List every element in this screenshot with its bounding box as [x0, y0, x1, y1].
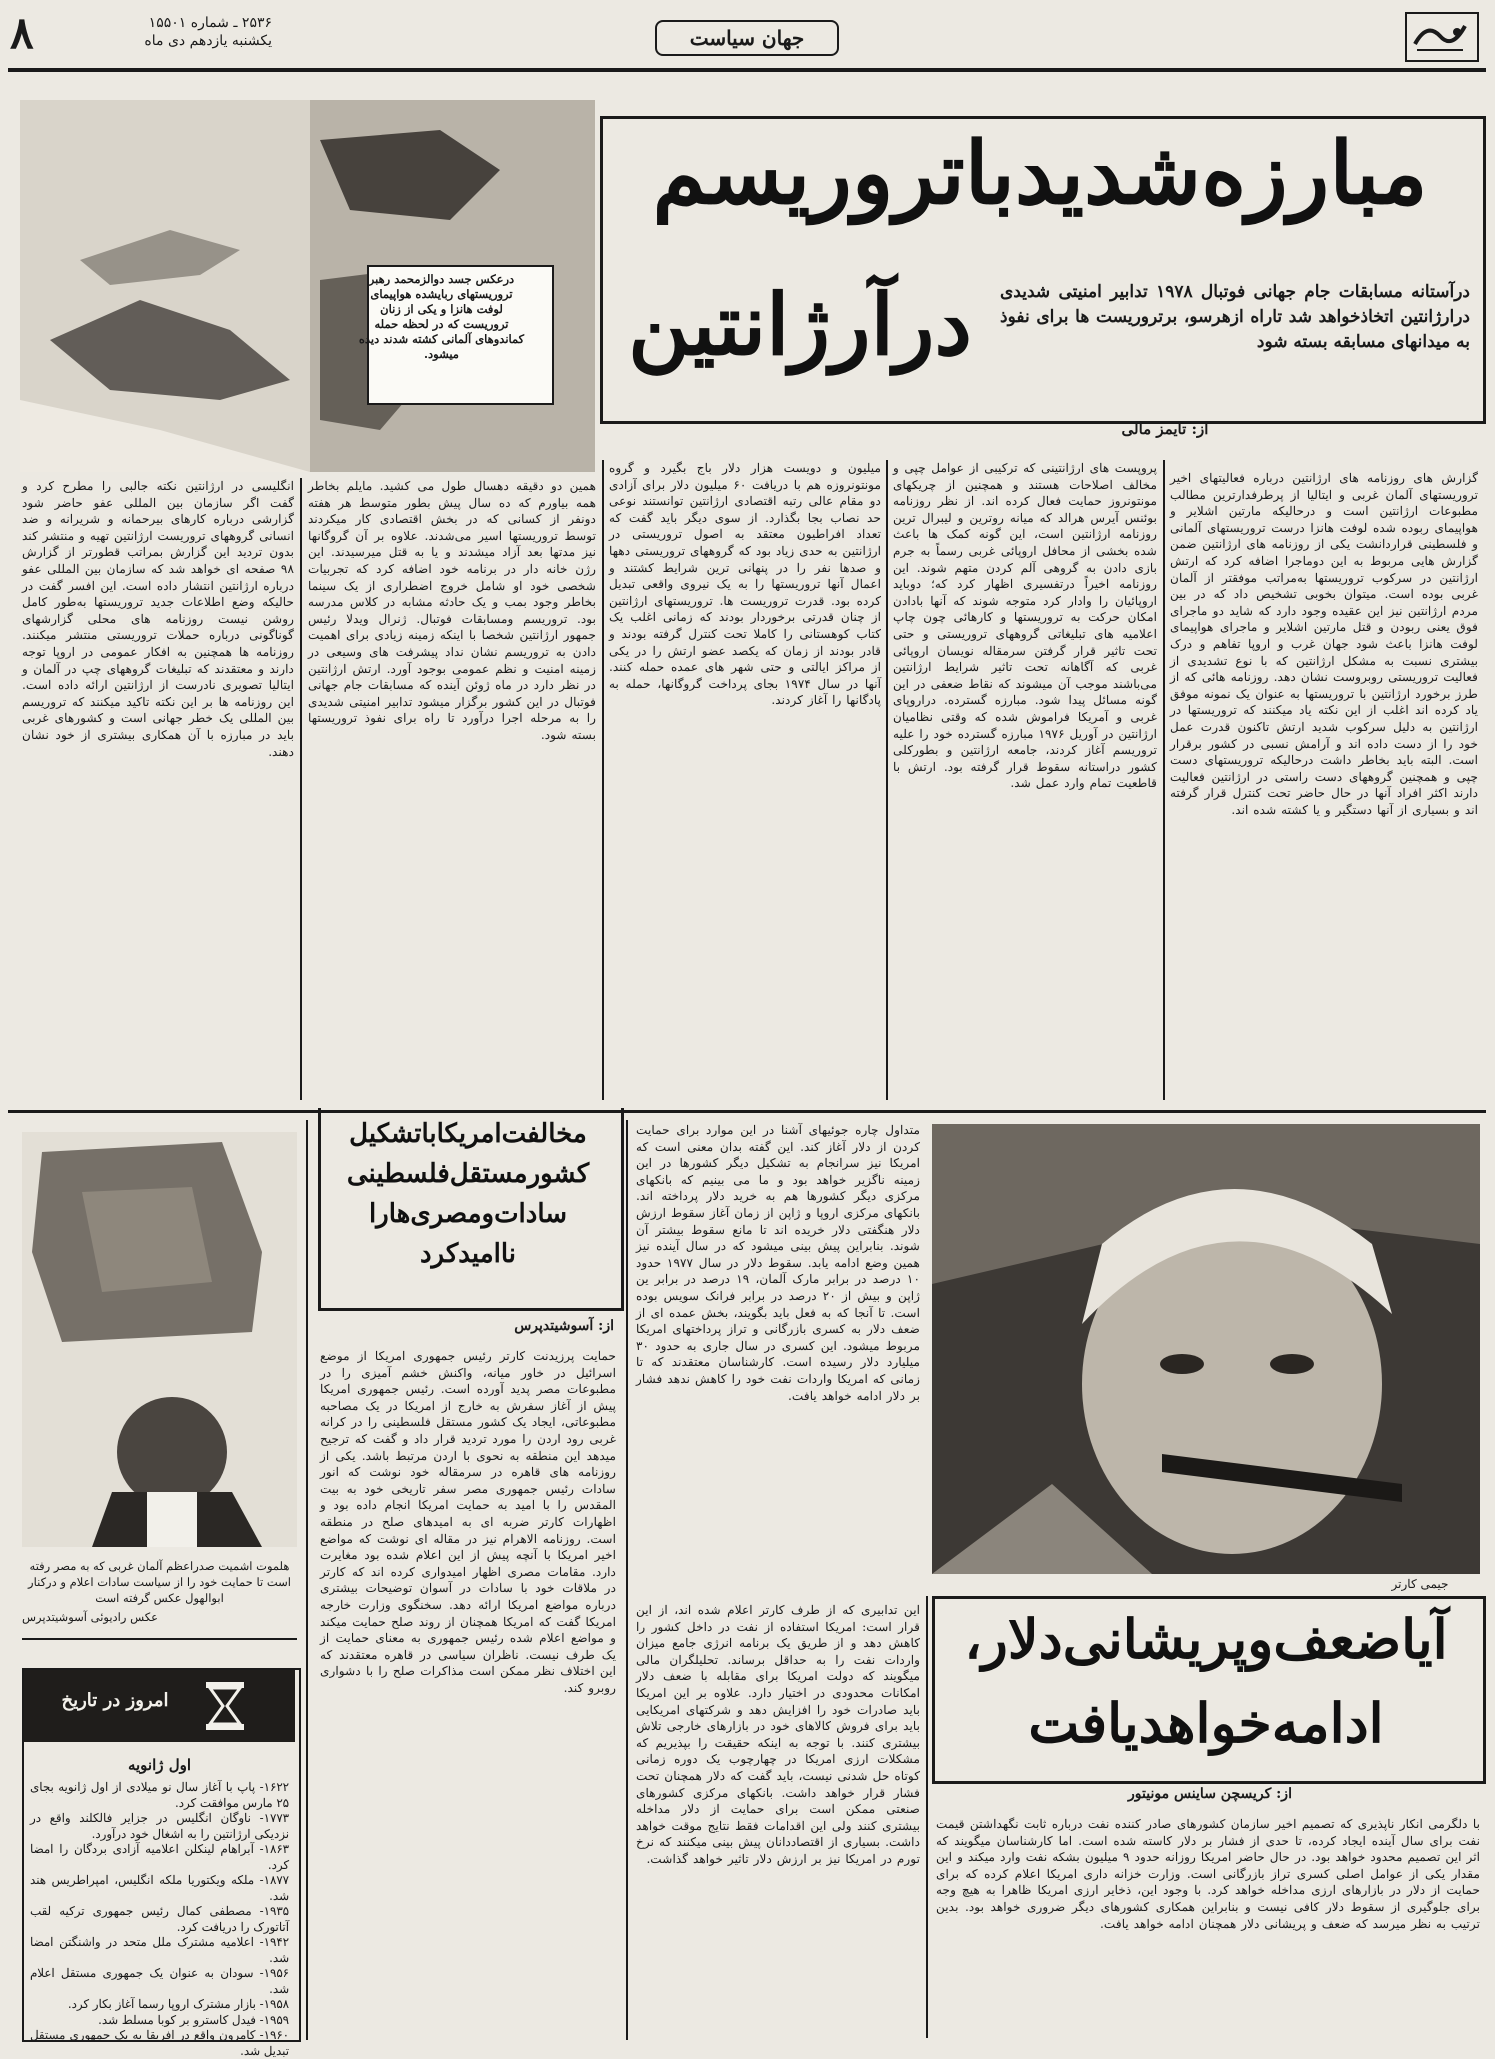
article3-column-bottom: با دلگرمی انکار ناپذیری که تصمیم اخیر سازمان کشورهای صادر کننده نفت درباره ثابت نگهداشتن قیمت نفت برای سال آینده ایجاد کرده، تا حدی از فشار بر دلار کاسته شده است. اما کارشناسان میگویند که اثر این تصمیم محدود خواهد بود. در حال حاضر امریکا روزانه حدود ۹ میلیون بشکه نفت وارد میکند و این مقدار یکی از عوامل اصلی کسری تراز بازرگانی است. وزارت خزانه داری امریکا اعلام کرده که برای حمایت از دلار در بازارهای ارزی مداخله خواهد کرد. با وجود این، ذخایر ارزی امریکا ظاهرا به هیچ وجه برای جلوگیری از سقوط دلار کافی نیست و بنابراین همکاری کشورهای دیگر ضروری خواهد بود. بدین ترتیب به نظر میرسد که ضعف و پریشانی دلار همچنان ادامه خواهد یافت.	[936, 1817, 1480, 1931]
article2-headline-line2: کشورمستقل‌فلسطینی	[346, 1159, 590, 1189]
article1-column-5: انگلیسی در ارژانتین نکته جالبی را مطرح کرد و گفت اگر سازمان بین المللی عفو حاضر شود گزارشی درباره کارهای بیرحمانه و شریرانه و ضد انسانی گروههای تروریست ارژانتین تهیه و منتشر کند بدون تردید این گزارش بمراتب قطورتر از گزارش ۹۸ صفحه ای خواهد شد که سازمان بین المللی عفو درباره ارژانتین انتشار داده است. این افسر گفت در حالیکه وضع اطلاعات جدید تروریستها به‌طور کامل روشن نیست روزنامه های محلی گزارشهای گوناگونی درباره حملات تروریستی منتشر میکنند. روزنامه ها همچنین به افکار عمومی در اروپا توجه دارند و معتقدند که تبلیغات گروههای چپ در آلمان و ایتالیا تصویری نادرست از ارژانتین ارائه داده است. این روزنامه ها بر این نکته تاکید میکنند که تروریسم بین المللی یک خطر جهانی است و کشورهای غربی باید در مبارزه با آن همکاری بیشتری از خود نشان دهند.	[22, 479, 294, 759]
column-rule	[300, 478, 302, 1100]
article1-source: از: تایمز مالی	[1121, 420, 1209, 438]
sidebar-photo-caption: هلموت اشمیت صدراعظم آلمان غربی که به مصر رفته است تا حمایت خود را از سیاست سادات اعلام و درکنار ابوالهول عکس گرفته است	[28, 1559, 291, 1605]
section-title: جهان سیاست	[655, 20, 839, 56]
column-rule	[626, 1120, 628, 2040]
history-event: ۱۹۵۹- فیدل کاسترو بر کوبا مسلط شد.	[98, 2012, 289, 2027]
column-rule	[886, 460, 888, 1100]
article3-column-left: این تدابیری که از طرف کارتر اعلام شده اند، از این قرار است: امریکا استفاده از نفت در داخل کشور را کاهش دهد و از طریق یک برنامه انرژی جامع میزان واردات نفت را به حداقل برساند. تحلیلگران مالی میگویند که دولت امریکا برای مقابله با ضعف دلار امکانات محدودی در اختیار دارد. علاوه بر این امریکا باید صادرات خود را افزایش دهد و شرکتهای امریکایی باید برای فروش کالاهای خود در بازارهای خارجی تلاش بیشتری کنند. با توجه به اینکه حقیقت را بپذیریم که مشکلات ارزی امریکا در چهارچوب یک دوره زمانی کوتاه حل شدنی نیست، باید گفت که دلار همچنان تحت فشار قرار خواهد داشت. بانکهای مرکزی کشورهای صنعتی ممکن است برای حمایت از دلار مداخله بیشتری کنند ولی این اقدامات فقط نتایج موقت خواهد داشت. بسیاری از اقتصاددانان پیش بینی میکنند که نرخ تورم در امریکا نیز بر ارزش دلار تاثیر خواهد گذاشت.	[636, 1603, 920, 1866]
page-number: ۸	[10, 8, 34, 59]
article1-headline-sub: درآرژانتین	[628, 275, 972, 374]
article2-source: از: آسوشیتدپرس	[514, 1318, 614, 1334]
history-event-list	[30, 1780, 289, 2058]
history-event: ۱۶۲۲- پاپ با آغاز سال نو میلادی از اول ژانویه بجای ۲۵ مارس موافقت کرد.	[30, 1780, 289, 1810]
today-in-history-title: امروز در تاریخ	[61, 1690, 169, 1711]
history-event: ۱۹۴۲- اعلامیه مشترک ملل متحد در واشنگتن امضا شد.	[30, 1935, 289, 1965]
history-event: ۱۹۳۵- مصطفی کمال رئیس جمهوری ترکیه لقب آتاتورک را دریافت کرد.	[30, 1904, 289, 1934]
history-event: ۱۹۵۸- بازار مشترک اروپا رسما آغاز بکار کرد.	[67, 1997, 289, 2011]
article3-source: از: کریسچن ساینس مونیتور	[1128, 1786, 1292, 1802]
schmidt-sphinx-photo	[22, 1132, 297, 1547]
photo-caption-box: درعکس جسد دوالزمحمد رهبر تروریستهای ربایشده هواپیمای لوفت هانزا و یکی از زنان تروریست که در لحظه حمله کماندوهای آلمانی کشته شدند دیده میشود.	[358, 272, 525, 361]
carter-photo-caption: جیمی کارتر	[1391, 1577, 1449, 1591]
article2-headline-line1: مخالفت‌امریکاباتشکیل	[349, 1119, 587, 1149]
article1-column-2: پروپست های ارژانتینی که ترکیبی از عوامل چپی و مخالف اصلاحات هستند و همچنین از چریکهای مونتونروز حمایت فعال کرده اند. از نظر روزنامه بوئنس آیرس هرالد که میانه روترین و لیبرال ترین روزنامه ارژانتین است، این گونه کمک ها باعث شده بخشی از محافل اروپائی غربی رسماً به جرم بازی دادن به گروهی آلم کردن متهم شوند. این روزنامه اخیراً درتفسیری اظهار کرد که؛ دوباید اروپائیان را وادار کرد متوجه شوند که آنها بادادن امکان حرکت به تروریستها و کارهائی چون چاپ اعلامیه های تبلیغاتی گروههای تروریستی و حتی تحت تاثیر قرار گرفتن سرمقاله نویسان اروپائی غربی که آگاهانه تحت تاثیر شرایط ارژانتین می‌باشند موجب آن میشوند که نقاط ضعفی در این گونه مسائل پیدا شود. مبارزه گسترده. دراروپای غربی و آمریکا فراموش شده که وقتی نظامیان ارژانتین در آوریل ۱۹۷۶ مبارزه گسترده خود را علیه تروریسم آغاز کردند، جامعه ارژانتین و بطورکلی کشور دراستانه سقوط قرار گرفته بود. ارتش با قاطعیت تمام وارد عمل شد.	[893, 461, 1157, 791]
article1-column-1: گزارش های روزنامه های ارژانتین درباره فعالیتهای اخیر تروریستهای آلمان غربی و ایتالیا از پرطرفدارترین مطالب مطبوعات ارژانتین است و درحالیکه مارتین اشلایر و هواپیمای ربوده شده لوفت هانزا درست تروریستهای آلمانی و فلسطینی قراردانشت یکی از روزنامه های ارژانتین ضمن گزارش هایی مربوط به این دوماجرا اضافه کرد که ارتش ارژانتین در سرکوب تروریستها به‌مراتب موفقتر از آلمان غربی بوده است. میتوان بخوبی تشخیص داد که در بین مردم ارژانتین نیز این عقیده وجود دارد که شاید دو ماجرای فوق یعنی ربودن و قتل مارتین اشلایر و ماجرای هواپیمای لوفت هانزا باعث شود جهان غرب و اروپا تفاهم و درک بیشتری نسبت به مشکل ارژانتین که با نوع تشدیدی از فعالیت تروریستی روبروست نشان دهد. روزنامه هائی که از طرز برخورد ارژانتین با تروریستها به عنوان یک نمونه موفق یاد کرده اند اغلب از این نکته یاد میکنند که تروریستها در ارژانتین به دلیل سرکوب شدید ارتش تاکنون قدرت عمل خود را از دست داده اند و آرامش نسبی در کشور برقرار است. البته باید بخاطر داشت درحالیکه تروریستهای دست چپی و همچنین گروههای دست راستی در ارژانتین فعالیت دارند اکثر افراد آنها در حال حاضر تحت کنترل قرار گرفته اند و بسیاری از آنها دستگیر و یا کشته شده اند.	[1170, 471, 1478, 817]
article2-headline-line3: سادات‌ومصری‌هارا	[368, 1199, 568, 1229]
jimmy-carter-photo	[932, 1124, 1480, 1574]
column-rule	[926, 1596, 928, 2038]
history-event: ۱۷۷۳- ناوگان انگلیس در جزایر فالکلند واقع در نزدیکی ارژانتین را به اشغال خود درآورد.	[30, 1811, 289, 1841]
article1-headline-main: مبارزه‌شدید‌باترور‌یسم	[652, 123, 1428, 224]
hourglass-icon	[200, 1680, 250, 1732]
history-event: ۱۹۶۰- کامرون واقع در افریقا به یک جمهوری مستقل تبدیل شد.	[30, 2028, 289, 2058]
issue-info	[62, 14, 272, 50]
article1-column-3: میلیون و دویست هزار دلار باج بگیرد و گروه مونتونروزه هم با دریافت ۶۰ میلیون دلار برای آزادی دو مقام عالی رتبه اقتصادی ارژانتین توانستند نوعی حد نصاب بجا بگذارد. از سوی دیگر باید گفت که تعداد افراطیون معتقد به اصول تروریستی در ارژانتین به حدی زیاد بود که گروههای تروریستی دهها و صدها نفر را در پنهانی ترین شرایط کشتند و اعمال آنها تروریستها را به یک نیروی واقعی تبدیل کرده بود. قدرت تروریست ها. تروریستهای ارژانتین از چنان قدرتی برخوردار بودند که زمانی اغلب یک کتاب کوهستانی را کاملا تحت کنترل گرفته بودند و قادر بودند از زمان که یکصد عضو ارتش را در یکی از مراکز ایالتی و حتی شهر های عمده حمله کنند. آنها در سال ۱۹۷۴ بجای پرداخت گروگانها، حمله به پادگانها را آغاز کردند.	[609, 461, 881, 708]
today-in-history-date: اول ژانویه	[127, 1756, 192, 1774]
history-event: ۱۸۶۳- آبراهام لینکلن اعلامیه آزادی بردگان را امضا کرد.	[30, 1842, 289, 1872]
issue-date: یکشنبه یازدهم دی ماه	[144, 33, 272, 49]
article2-headline-line4: ناامیدکرد	[419, 1239, 517, 1269]
sidebar-photo-credit: عکس رادیوئی آسوشیتدپرس	[22, 1610, 158, 1624]
article1-intro: درآستانه مسابقات جام جهانی فوتبال ۱۹۷۸ تدابیر امنیتی شدیدی درارژانتین اتخاذخواهد شد تاراه ازهرسو، برتروریست ها برای نفوذ به میدانهای مسابقه بسته شود	[1000, 282, 1470, 352]
column-rule	[1163, 460, 1165, 1100]
column-rule	[306, 1120, 308, 2040]
article1-column-4: همین دو دقیقه دهسال طول می کشید. مایلم بخاطر همه بیاورم که ده سال پیش بطور متوسط هر هفته دونفر از کسانی که در بخش اقتصادی کار میکردند توسط تروریستها اسیر می‌شدند. علاوه بر آن گروگانها نیز مدتها بعد آزاد میشدند و یا به قتل میرسیدند. این رژن خانه دار در برنامه خود اضافه کرد که تجربیات شخصی خود او شامل خروج اضطراری از یک سینما بخاطر وجود بمب و یک حادثه مشابه در کلاس مدرسه بود. تروریسم ومسابقات فوتبال. ژنرال ویدلا رئیس جمهور ارژانتین شخصا با اینکه زمینه زیادی برای اهمیت دادن به تروریسم نشان نداد پیشرفت های وسیعی در زمینه امنیت و نظم عمومی بوجود آورد. ارتش ارژانتین در نظر دارد در ماه ژوئن آینده که مسابقات جام جهانی فوتبال در این کشور برگزار میشود تدابیر امنیتی شدیدی را به مرحله اجرا درآورد تا راه برای نفوذ تروریستها بسته شود.	[308, 479, 596, 742]
article2-body: حمایت پرزیدنت کارتر رئیس جمهوری امریکا از موضع اسرائیل در خاور میانه، واکنش خشم آمیزی را در مطبوعات مصر پدید آورده است. رئیس جمهوری امریکا پیش از آغاز سفرش به خارج از امریکا در یک مصاحبه مطبوعاتی، ایجاد یک کشور مستقل فلسطینی را در کرانه غربی رود اردن را مورد تردید قرار داد و گفت که ترجیح میدهد این منطقه به نحوی با اردن مرتبط باشد. یکی از روزنامه های قاهره در سرمقاله خود نوشت که انور سادات رئیس جمهوری مصر سفر تاریخی خود به بیت المقدس را با امید به حمایت امریکا انجام داده بود و اظهارات کارتر ضربه ای به امیدهای صلح در منطقه است. روزنامه الاهرام نیز در مقاله ای نوشت که مواضع اخیر امریکا با آنچه پیش از این اعلام شده بود مغایرت دارد. مقامات مصری اظهار امیدواری کرده اند که کارتر در ملاقات خود با سادات در آسوان توضیحات بیشتری درباره مواضع امریکا ارائه دهد. سخنگوی وزارت خارجه امریکا گفت که امریکا همچنان از روند صلح حمایت میکند و مواضع اعلام شده رئیس جمهوری به معنای حمایت از یک طرف نیست. ناظران سیاسی در قاهره معتقدند که این اختلاف نظر ممکن است مذاکرات صلح را با دشواری روبرو کند.	[320, 1349, 616, 1695]
issue-number: ۲۵۳۶ ـ شماره ۱۵۵۰۱	[148, 15, 272, 31]
newspaper-logo	[1405, 12, 1479, 62]
article3-column-top: متداول چاره جوئیهای آشنا در این موارد برای حمایت کردن از دلار آغاز کند. این گفته بدان معنی است که امریکا نیز سرانجام به تشکیل دیگر کشورها در این زمینه ناگزیر خواهد بود و ما می بینیم که بانکهای مرکزی دیگر کشورها هم به خرید دلار پرداخته اند. بانکهای مرکزی اروپا و ژاپن از زمان آغاز سقوط ارزش دلار هنگفتی دلار خریده اند تا مانع سقوط بیشتر آن شوند. بنابراین پیش بینی میشود که در سال آینده نیز همین وضع ادامه یابد. سقوط دلار در سال ۱۹۷۷ حدود ۱۰ درصد در برابر مارک آلمان، ۱۹ درصد در برابر ین ژاپن و بیش از ۲۰ درصد در برابر فرانک سویس بوده است. تا آنجا که به فعل باید بگویند، بخش عمده ای از ضعف دلار به کسری بازرگانی و تراز پرداختهای امریکا مربوط میشود. این کسری در سال جاری به حدود ۳۰ میلیارد دلار رسیده است. کارشناسان معتقدند که تا زمانی که امریکا واردات نفت خود را کاهش ندهد فشار بر دلار ادامه خواهد یافت.	[636, 1123, 920, 1403]
sidebar-divider	[22, 1638, 297, 1640]
history-event: ۱۹۵۶- سودان به عنوان یک جمهوری مستقل اعلام شد.	[30, 1966, 289, 1996]
section-divider	[8, 1110, 1486, 1113]
column-rule	[602, 460, 604, 1100]
article3-headline-line1: آیاضعف‌وپریشانی‌دلار،	[964, 1607, 1448, 1671]
article3-headline-line2: ادامه‌خواهدیافت	[1028, 1691, 1384, 1755]
history-event: ۱۸۷۷- ملکه ویکتوریا ملکه انگلیس، امپراطریس هند شد.	[30, 1873, 289, 1903]
